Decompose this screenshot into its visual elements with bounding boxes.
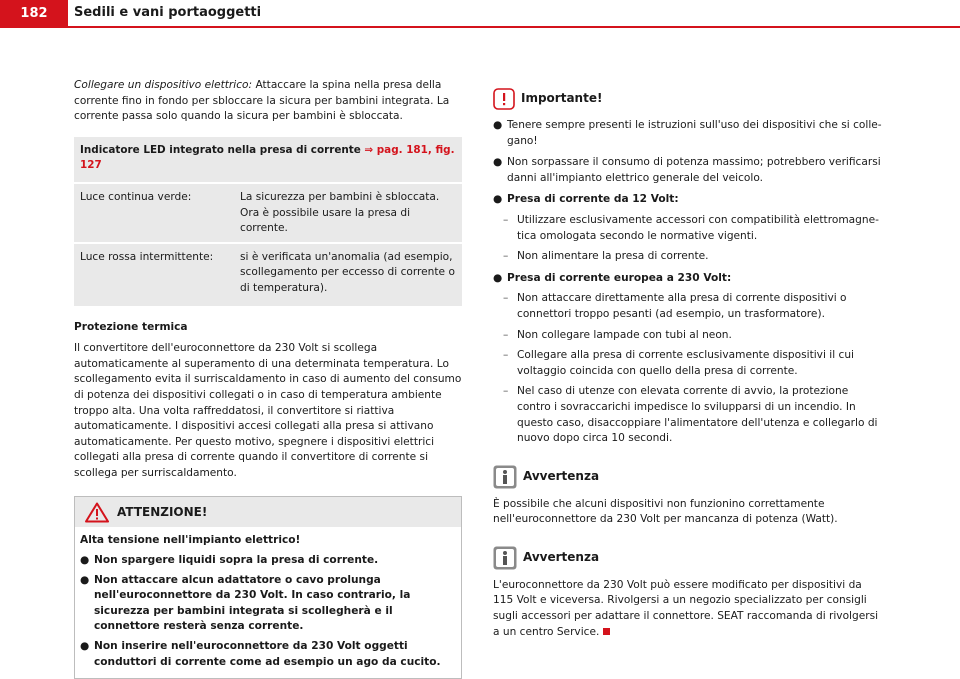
important-subitem-text: Collegare alla presa di corrente esclusivamente dispositivi il cui voltaggio coincida con quello della presa di corrente. bbox=[517, 349, 854, 377]
warning-intro: Alta tensione nell'impianto elettrico! bbox=[80, 534, 301, 547]
note-header bbox=[493, 465, 883, 489]
left-column bbox=[74, 78, 462, 679]
important-item-text: Non sorpassare il consumo di potenza massimo; potrebbero verificarsi danni all'impianto elettrico generale del veicolo. bbox=[507, 156, 881, 184]
warning-item: ● Non spargere liquidi sopra la presa di corrente. bbox=[80, 553, 456, 569]
important-title: Importante! bbox=[521, 91, 603, 106]
led-indicator-table bbox=[74, 137, 462, 306]
note-text: È possibile che alcuni dispositivi non funzionino correttamente nell'euroconnettore da 230 Volt per mancanza di potenza (Watt). bbox=[493, 497, 838, 526]
note-header bbox=[493, 546, 883, 570]
header-rule bbox=[0, 26, 960, 28]
end-of-section-marker bbox=[603, 628, 610, 635]
important-subitem-text: Non collegare lampade con tubi al neon. bbox=[517, 328, 732, 341]
thermal-protection-text: Il convertitore dell'euroconnettore da 230 Volt si scollega automaticamente al superamento di una determinata temperatura. Lo scollegamento evita il surriscaldamento in caso di aumento del consumo di potenza dei dispositivi collegati o in caso di temperatura ambiente troppo alta. Una volta raffreddatosi, il convertitore si riattiva automaticamente. I dispositivi accesi collegati alla presa si attivano automaticamente. Per questo motivo, spegnere i dispositivi elettrici collegati alla presa di corrente quando il convertitore di corrente si scollega per surriscaldamento. bbox=[74, 342, 462, 479]
led-state-label: Luce continua verde: bbox=[80, 190, 192, 203]
important-subitem-text: Non attaccare direttamente alla presa di corrente dispositivi o connettori troppo pesanti (ad esempio, un trasformatore). bbox=[517, 292, 847, 320]
important-subitem-text: Non alimentare la presa di corrente. bbox=[517, 250, 709, 263]
note-block bbox=[493, 465, 883, 528]
intro-paragraph bbox=[74, 78, 462, 125]
note-block bbox=[493, 546, 883, 640]
important-item: ● Non sorpassare il consumo di potenza massimo; potrebbero verificarsi danni all'impianto elettrico generale del veicolo. bbox=[493, 155, 883, 186]
intro-text: Attaccare la spina nella presa della corrente fino in fondo per sbloccare la sicura per bambini integrata. La corrente passa solo quando la sicura per bambini è sbloccata. bbox=[74, 79, 450, 123]
note-title: Avvertenza bbox=[523, 550, 600, 565]
warning-title: ATTENZIONE! bbox=[117, 504, 208, 519]
info-icon bbox=[493, 546, 517, 570]
exclamation-icon bbox=[493, 88, 515, 110]
important-item-text: Presa di corrente da 12 Volt: bbox=[507, 193, 679, 206]
important-subitem: – Non alimentare la presa di corrente. bbox=[493, 249, 883, 265]
warning-item-text: Non spargere liquidi sopra la presa di corrente. bbox=[94, 554, 379, 567]
warning-triangle-icon bbox=[85, 502, 109, 523]
thermal-protection-heading: Protezione termica bbox=[74, 320, 188, 333]
warning-item: ● Non inserire nell'euroconnettore da 230 Volt oggetti conduttori di corrente come ad esempio un ago da cucito. bbox=[80, 639, 456, 670]
led-table-header bbox=[74, 137, 462, 184]
important-subitem: – Nel caso di utenze con elevata corrente di avvio, la protezione contro i sovraccarichi impedisce lo svilupparsi di un incendio. In questo caso, disaccoppiare l'alimentatore dell'utenza e collegarlo di nuovo dopo circa 10 secondi. bbox=[493, 384, 883, 446]
warning-item: ● Non attaccare alcun adattatore o cavo prolunga nell'euroconnettore da 230 Volt. In caso contrario, la sicurezza per bambini integrata si scollegherà e il connettore resterà senza corrente. bbox=[80, 573, 456, 635]
important-subitem: – Collegare alla presa di corrente esclusivamente dispositivi il cui voltaggio coincida con quello della presa di corrente. bbox=[493, 348, 883, 379]
led-state-description: La sicurezza per bambini è sbloccata. Ora è possibile usare la presa di corrente. bbox=[240, 190, 440, 235]
led-table-row bbox=[74, 184, 462, 242]
led-table-title: Indicatore LED integrato nella presa di corrente bbox=[80, 143, 365, 156]
led-state-description: si è verificata un'anomalia (ad esempio, scollegamento per eccesso di corrente o di temperatura). bbox=[240, 250, 455, 294]
note-text-content: L'euroconnettore da 230 Volt può essere modificato per dispositivi da 115 Volt e viceversa. Rivolgersi a un negozio specializzato per consigli sugli accessori per adattare il connettore. SEAT raccomanda di rivolgersi a un centro Service. bbox=[493, 578, 879, 638]
important-subitem-text: Nel caso di utenze con elevata corrente di avvio, la protezione contro i sovraccarichi impedisce lo svilupparsi di un incendio. In questo caso, disaccoppiare l'alimentatore dell'utenza e collegarlo di nuovo dopo circa 10 secondi. bbox=[517, 385, 878, 445]
led-table-row bbox=[74, 242, 462, 302]
important-item: ● Presa di corrente da 12 Volt: bbox=[493, 192, 883, 208]
important-item-text: Presa di corrente europea a 230 Volt: bbox=[507, 271, 732, 284]
led-state-label: Luce rossa intermittente: bbox=[80, 250, 214, 263]
important-subitem: – Utilizzare esclusivamente accessori con compatibilità elettromagnetica omologata secondo le normative vigenti. bbox=[493, 213, 883, 244]
important-item: ● Tenere sempre presenti le istruzioni sull'uso dei dispositivi che si collegano! bbox=[493, 118, 883, 149]
warning-header bbox=[75, 497, 461, 527]
warning-box bbox=[74, 496, 462, 679]
info-icon bbox=[493, 465, 517, 489]
warning-body bbox=[75, 527, 461, 678]
page-title: Sedili e vani portaoggetti bbox=[74, 5, 262, 20]
important-subitem-text: Utilizzare esclusivamente accessori con compatibilità elettromagnetica omologata secondo le normative vigenti. bbox=[517, 213, 879, 242]
warning-item-text: Non inserire nell'euroconnettore da 230 Volt oggetti conduttori di corrente come ad esempio un ago da cucito. bbox=[94, 640, 441, 668]
note-title: Avvertenza bbox=[523, 468, 600, 483]
note-text bbox=[493, 578, 883, 640]
led-table-reference-link[interactable]: ⇒ pag. 181, fig. 127 bbox=[80, 143, 455, 172]
intro-label: Collegare un dispositivo elettrico: bbox=[74, 79, 253, 91]
important-item: ● Presa di corrente europea a 230 Volt: bbox=[493, 271, 883, 287]
important-subitem: – Non attaccare direttamente alla presa di corrente dispositivi o connettori troppo pesanti (ad esempio, un trasformatore). bbox=[493, 291, 883, 322]
page-number: 182 bbox=[0, 0, 68, 27]
important-header bbox=[493, 88, 883, 110]
important-subitem: – Non collegare lampade con tubi al neon. bbox=[493, 328, 883, 344]
warning-item-text: Non attaccare alcun adattatore o cavo prolunga nell'euroconnettore da 230 Volt. In caso contrario, la sicurezza per bambini integrata si scollegherà e il connettore resterà senza corrente. bbox=[94, 573, 411, 633]
right-column bbox=[493, 88, 883, 640]
important-item-text: Tenere sempre presenti le istruzioni sull'uso dei dispositivi che si collegano! bbox=[507, 119, 882, 147]
